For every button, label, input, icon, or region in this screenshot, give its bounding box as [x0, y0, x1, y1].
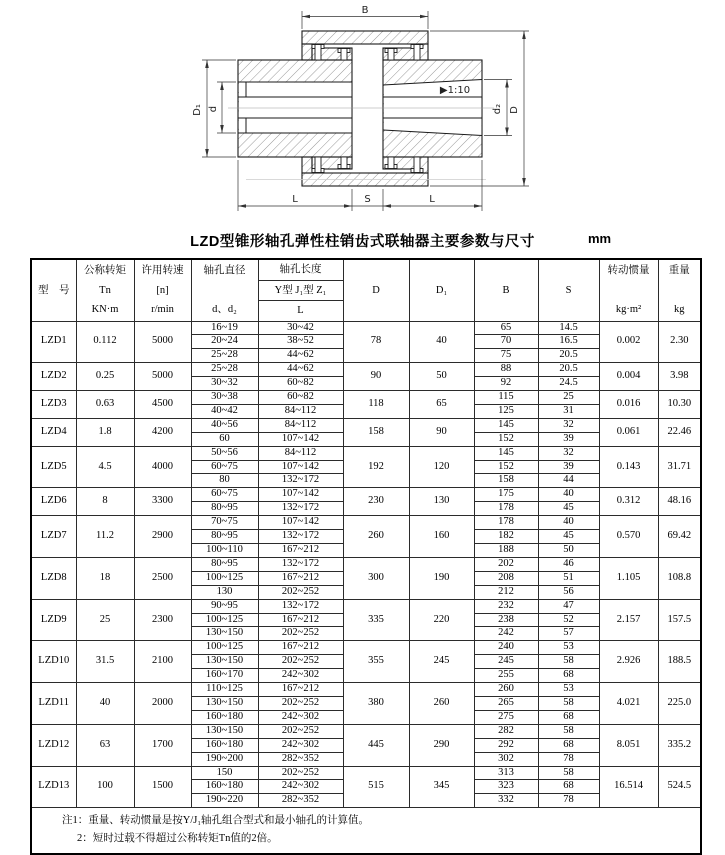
cell-D1: 245 [409, 641, 474, 683]
col-header-B: B [474, 259, 538, 321]
model-group-row [31, 488, 701, 502]
cell-bore-diameter: 25~28 [191, 349, 258, 363]
cell-S: 58 [538, 696, 599, 710]
cell-weight: 108.8 [658, 557, 701, 599]
dim-label-L-left: L [292, 194, 298, 205]
cell-B: 175 [474, 488, 538, 502]
cell-weight: 10.30 [658, 391, 701, 419]
cell-model: LZD9 [31, 599, 76, 641]
cell-weight: 157.5 [658, 599, 701, 641]
cell-bore-diameter: 16~19 [191, 321, 258, 335]
model-group-row [31, 418, 701, 432]
cell-weight: 335.2 [658, 724, 701, 766]
model-group-row [31, 724, 701, 738]
cell-S: 78 [538, 752, 599, 766]
cell-D: 260 [343, 516, 409, 558]
note-line-2: 2：短时过载不得超过公称转矩Tn值的2倍。 [77, 833, 278, 845]
cell-B: 158 [474, 474, 538, 488]
page-title: LZD型锥形轴孔弹性柱销齿式联轴器主要参数与尺寸 [190, 234, 535, 250]
cell-B: 178 [474, 502, 538, 516]
cell-weight: 3.98 [658, 363, 701, 391]
cell-bore-diameter: 60~75 [191, 460, 258, 474]
cell-bore-length: 167~212 [258, 683, 343, 697]
cell-S: 52 [538, 613, 599, 627]
cell-bore-diameter: 25~28 [191, 363, 258, 377]
cell-model: LZD7 [31, 516, 76, 558]
table-body [31, 321, 701, 808]
cell-S: 51 [538, 571, 599, 585]
cell-speed: 5000 [134, 363, 191, 391]
cell-S: 31 [538, 404, 599, 418]
cell-speed: 1700 [134, 724, 191, 766]
cell-B: 152 [474, 460, 538, 474]
cell-bore-diameter: 40~42 [191, 404, 258, 418]
cell-speed: 1500 [134, 766, 191, 808]
dim-label-D: D [509, 106, 520, 114]
cell-speed: 2500 [134, 557, 191, 599]
cell-bore-length: 107~142 [258, 488, 343, 502]
cell-D: 355 [343, 641, 409, 683]
cell-D: 158 [343, 418, 409, 446]
cell-B: 65 [474, 321, 538, 335]
cell-bore-diameter: 130~150 [191, 627, 258, 641]
cell-D1: 290 [409, 724, 474, 766]
cell-S: 44 [538, 474, 599, 488]
cell-S: 39 [538, 460, 599, 474]
cell-speed: 4200 [134, 418, 191, 446]
cell-B: 265 [474, 696, 538, 710]
cell-bore-length: 242~302 [258, 710, 343, 724]
cell-B: 323 [474, 780, 538, 794]
cell-bore-diameter: 60~75 [191, 488, 258, 502]
cell-model: LZD11 [31, 683, 76, 725]
cell-inertia: 0.061 [599, 418, 658, 446]
cell-model: LZD2 [31, 363, 76, 391]
cell-B: 212 [474, 585, 538, 599]
inertia-header-line1: 转动惯量 [607, 265, 650, 277]
cell-B: 125 [474, 404, 538, 418]
model-group-row [31, 516, 701, 530]
cell-inertia: 0.570 [599, 516, 658, 558]
cell-bore-length: 282~352 [258, 794, 343, 808]
cell-S: 68 [538, 780, 599, 794]
cell-B: 188 [474, 544, 538, 558]
cell-bore-diameter: 100~125 [191, 571, 258, 585]
cell-torque: 0.63 [76, 391, 134, 419]
cell-S: 68 [538, 710, 599, 724]
cell-bore-length: 242~302 [258, 738, 343, 752]
cell-bore-length: 202~252 [258, 585, 343, 599]
speed-header-line3: r/min [151, 304, 174, 316]
cell-bore-length: 38~52 [258, 335, 343, 349]
cell-weight: 48.16 [658, 488, 701, 516]
cell-torque: 11.2 [76, 516, 134, 558]
cell-S: 53 [538, 683, 599, 697]
cell-bore-length: 202~252 [258, 655, 343, 669]
cell-B: 115 [474, 391, 538, 405]
cell-bore-diameter: 30~32 [191, 377, 258, 391]
inertia-header-line2: kg·m² [615, 304, 642, 316]
cell-B: 240 [474, 641, 538, 655]
cell-D: 118 [343, 391, 409, 419]
cell-bore-length: 167~212 [258, 641, 343, 655]
cell-weight: 188.5 [658, 641, 701, 683]
cell-S: 78 [538, 794, 599, 808]
cell-bore-length: 84~112 [258, 404, 343, 418]
cell-speed: 2900 [134, 516, 191, 558]
cell-S: 24.5 [538, 377, 599, 391]
parameters-table [30, 258, 702, 855]
cell-torque: 100 [76, 766, 134, 808]
cell-bore-diameter: 160~180 [191, 780, 258, 794]
cell-model: LZD1 [31, 321, 76, 363]
cell-B: 292 [474, 738, 538, 752]
cell-D: 300 [343, 557, 409, 599]
dim-label-L-right: L [429, 194, 435, 205]
cell-D: 335 [343, 599, 409, 641]
cell-B: 255 [474, 669, 538, 683]
cell-weight: 225.0 [658, 683, 701, 725]
cell-bore-length: 84~112 [258, 418, 343, 432]
cell-inertia: 8.051 [599, 724, 658, 766]
cell-bore-diameter: 90~95 [191, 599, 258, 613]
cell-bore-length: 84~112 [258, 446, 343, 460]
cell-weight: 69.42 [658, 516, 701, 558]
cell-D1: 160 [409, 516, 474, 558]
cell-D1: 65 [409, 391, 474, 419]
cell-bore-diameter: 80 [191, 474, 258, 488]
unit-label: mm [588, 231, 612, 246]
cell-bore-length: 132~172 [258, 599, 343, 613]
col-header-D1: D₁ [409, 259, 474, 321]
cell-bore-length: 132~172 [258, 530, 343, 544]
cell-bore-diameter: 130 [191, 585, 258, 599]
cell-model: LZD6 [31, 488, 76, 516]
cell-torque: 63 [76, 724, 134, 766]
cell-bore-diameter: 110~125 [191, 683, 258, 697]
cell-torque: 40 [76, 683, 134, 725]
cell-weight: 524.5 [658, 766, 701, 808]
cell-B: 70 [474, 335, 538, 349]
cell-bore-length: 167~212 [258, 613, 343, 627]
bore-dia-header-line1: 轴孔直径 [203, 265, 246, 277]
dim-label-d2: d₂ [492, 103, 503, 115]
cell-inertia: 2.157 [599, 599, 658, 641]
coupling-drawing [0, 0, 725, 226]
torque-header-line2: Tn [99, 284, 111, 296]
cell-bore-length: 44~62 [258, 363, 343, 377]
cell-torque: 8 [76, 488, 134, 516]
table-header [31, 259, 701, 321]
cell-D1: 220 [409, 599, 474, 641]
dim-label-B: B [361, 5, 369, 16]
cell-bore-length: 107~142 [258, 516, 343, 530]
cell-D: 192 [343, 446, 409, 488]
cell-bore-diameter: 40~56 [191, 418, 258, 432]
cell-B: 208 [474, 571, 538, 585]
cell-B: 202 [474, 557, 538, 571]
model-group-row [31, 446, 701, 460]
cell-S: 32 [538, 418, 599, 432]
cell-S: 14.5 [538, 321, 599, 335]
cell-bore-diameter: 20~24 [191, 335, 258, 349]
torque-header-line3: KN·m [91, 304, 119, 316]
cell-torque: 4.5 [76, 446, 134, 488]
col-header-weight [658, 259, 701, 321]
cell-model: LZD4 [31, 418, 76, 446]
right-tapered-bore [383, 80, 482, 136]
cell-inertia: 16.514 [599, 766, 658, 808]
cell-S: 50 [538, 544, 599, 558]
cell-bore-diameter: 160~180 [191, 738, 258, 752]
cell-bore-length: 44~62 [258, 349, 343, 363]
cell-weight: 31.71 [658, 446, 701, 488]
cell-bore-diameter: 70~75 [191, 516, 258, 530]
cell-bore-diameter: 130~150 [191, 655, 258, 669]
cell-inertia: 0.312 [599, 488, 658, 516]
cell-bore-length: 30~42 [258, 321, 343, 335]
cell-S: 68 [538, 669, 599, 683]
cell-S: 16.5 [538, 335, 599, 349]
cell-inertia: 4.021 [599, 683, 658, 725]
cell-inertia: 2.926 [599, 641, 658, 683]
bore-length-types-header: Y型 J₁型 Z₁ [258, 280, 343, 300]
model-group-row [31, 766, 701, 780]
cell-D1: 90 [409, 418, 474, 446]
model-group-row [31, 391, 701, 405]
cell-model: LZD8 [31, 557, 76, 599]
cell-speed: 2000 [134, 683, 191, 725]
cell-bore-diameter: 190~200 [191, 752, 258, 766]
cell-S: 53 [538, 641, 599, 655]
cell-B: 88 [474, 363, 538, 377]
cell-D: 380 [343, 683, 409, 725]
cell-S: 20.5 [538, 363, 599, 377]
cell-torque: 1.8 [76, 418, 134, 446]
col-header-speed [134, 259, 191, 321]
weight-header-line1: 重量 [668, 265, 690, 277]
cell-speed: 2300 [134, 599, 191, 641]
cell-D: 515 [343, 766, 409, 808]
cell-B: 152 [474, 432, 538, 446]
cell-bore-diameter: 100~110 [191, 544, 258, 558]
cell-S: 32 [538, 446, 599, 460]
dim-label-d: d [208, 105, 219, 113]
cell-bore-diameter: 50~56 [191, 446, 258, 460]
cell-inertia: 0.004 [599, 363, 658, 391]
cell-torque: 25 [76, 599, 134, 641]
cell-S: 58 [538, 655, 599, 669]
col-header-inertia [599, 259, 658, 321]
cell-bore-length: 132~172 [258, 557, 343, 571]
cell-S: 40 [538, 516, 599, 530]
weight-header-line2: kg [674, 304, 685, 316]
cell-bore-length: 202~252 [258, 766, 343, 780]
cell-B: 145 [474, 446, 538, 460]
col-header-model: 型 号 [31, 259, 76, 321]
cell-bore-diameter: 160~180 [191, 710, 258, 724]
cell-torque: 0.112 [76, 321, 134, 363]
speed-header-line1: 许用转速 [141, 265, 184, 277]
cell-bore-length: 60~82 [258, 377, 343, 391]
model-group-row [31, 641, 701, 655]
cell-bore-length: 107~142 [258, 432, 343, 446]
col-header-bore-diameter [191, 259, 258, 321]
cell-bore-diameter: 60 [191, 432, 258, 446]
col-header-bore-length: 轴孔长度 [258, 259, 343, 280]
cell-bore-diameter: 150 [191, 766, 258, 780]
cell-S: 56 [538, 585, 599, 599]
speed-header-line2: [n] [156, 284, 169, 296]
title-row [0, 230, 725, 252]
cell-S: 39 [538, 432, 599, 446]
cell-speed: 3300 [134, 488, 191, 516]
taper-ratio-label: ▶1:10 [439, 85, 471, 96]
cell-bore-length: 167~212 [258, 544, 343, 558]
cell-bore-length: 132~172 [258, 502, 343, 516]
left-bore [238, 82, 352, 133]
cell-D: 90 [343, 363, 409, 391]
col-header-torque [76, 259, 134, 321]
cell-model: LZD12 [31, 724, 76, 766]
model-group-row [31, 599, 701, 613]
cell-bore-diameter: 160~170 [191, 669, 258, 683]
bore-length-L-header: L [258, 300, 343, 321]
cell-B: 182 [474, 530, 538, 544]
cell-D: 230 [343, 488, 409, 516]
model-group-row [31, 321, 701, 335]
model-group-row [31, 557, 701, 571]
cell-D: 445 [343, 724, 409, 766]
cell-B: 260 [474, 683, 538, 697]
cell-speed: 5000 [134, 321, 191, 363]
cell-bore-length: 202~252 [258, 627, 343, 641]
cell-B: 302 [474, 752, 538, 766]
cell-S: 47 [538, 599, 599, 613]
note-line-1: 注1：重量、转动惯量是按Y/J₁轴孔组合型式和最小轴孔的计算值。 [62, 815, 369, 827]
cell-S: 45 [538, 502, 599, 516]
cell-bore-diameter: 130~150 [191, 696, 258, 710]
cell-S: 58 [538, 766, 599, 780]
cell-B: 145 [474, 418, 538, 432]
cell-bore-length: 132~172 [258, 474, 343, 488]
cell-S: 25 [538, 391, 599, 405]
cell-bore-diameter: 190~220 [191, 794, 258, 808]
torque-header-line1: 公称转矩 [84, 265, 126, 277]
cell-bore-diameter: 80~95 [191, 557, 258, 571]
cell-bore-length: 202~252 [258, 696, 343, 710]
cell-model: LZD13 [31, 766, 76, 808]
cell-D1: 120 [409, 446, 474, 488]
cell-bore-diameter: 100~125 [191, 613, 258, 627]
cell-S: 20.5 [538, 349, 599, 363]
cell-weight: 22.46 [658, 418, 701, 446]
model-group-row [31, 683, 701, 697]
cell-speed: 4000 [134, 446, 191, 488]
dim-label-D1: D₁ [192, 104, 203, 116]
cell-bore-length: 202~252 [258, 724, 343, 738]
cell-D1: 190 [409, 557, 474, 599]
cell-bore-length: 242~302 [258, 780, 343, 794]
cell-B: 238 [474, 613, 538, 627]
cell-inertia: 1.105 [599, 557, 658, 599]
cell-B: 275 [474, 710, 538, 724]
cell-model: LZD3 [31, 391, 76, 419]
cell-B: 242 [474, 627, 538, 641]
cell-bore-length: 242~302 [258, 669, 343, 683]
table-footer [31, 808, 701, 855]
cell-torque: 18 [76, 557, 134, 599]
cell-bore-length: 60~82 [258, 391, 343, 405]
cell-weight: 2.30 [658, 321, 701, 363]
cell-B: 232 [474, 599, 538, 613]
cell-B: 332 [474, 794, 538, 808]
cell-D: 78 [343, 321, 409, 363]
cell-D1: 260 [409, 683, 474, 725]
cell-S: 58 [538, 724, 599, 738]
cell-bore-diameter: 100~125 [191, 641, 258, 655]
cell-torque: 31.5 [76, 641, 134, 683]
cell-bore-diameter: 80~95 [191, 502, 258, 516]
cell-bore-diameter: 80~95 [191, 530, 258, 544]
cell-S: 57 [538, 627, 599, 641]
cell-D1: 130 [409, 488, 474, 516]
cell-B: 92 [474, 377, 538, 391]
cell-bore-diameter: 130~150 [191, 724, 258, 738]
bore-dia-header-line2: d、d₂ [212, 304, 237, 316]
cell-speed: 2100 [134, 641, 191, 683]
cell-D1: 50 [409, 363, 474, 391]
cell-bore-length: 167~212 [258, 571, 343, 585]
cell-S: 45 [538, 530, 599, 544]
cell-inertia: 0.143 [599, 446, 658, 488]
cell-model: LZD10 [31, 641, 76, 683]
cell-S: 68 [538, 738, 599, 752]
cell-speed: 4500 [134, 391, 191, 419]
notes-cell [31, 808, 701, 855]
cell-S: 40 [538, 488, 599, 502]
cell-B: 313 [474, 766, 538, 780]
cell-B: 178 [474, 516, 538, 530]
cell-torque: 0.25 [76, 363, 134, 391]
cell-B: 245 [474, 655, 538, 669]
dim-label-S: S [364, 194, 371, 205]
col-header-D: D [343, 259, 409, 321]
cell-inertia: 0.002 [599, 321, 658, 363]
coupling-cross-section [0, 0, 725, 226]
cell-bore-diameter: 30~38 [191, 391, 258, 405]
cell-bore-length: 282~352 [258, 752, 343, 766]
model-group-row [31, 363, 701, 377]
cell-D1: 40 [409, 321, 474, 363]
cell-bore-length: 107~142 [258, 460, 343, 474]
cell-model: LZD5 [31, 446, 76, 488]
cell-B: 282 [474, 724, 538, 738]
cell-S: 46 [538, 557, 599, 571]
cell-D1: 345 [409, 766, 474, 808]
cell-inertia: 0.016 [599, 391, 658, 419]
col-header-S: S [538, 259, 599, 321]
cell-B: 75 [474, 349, 538, 363]
